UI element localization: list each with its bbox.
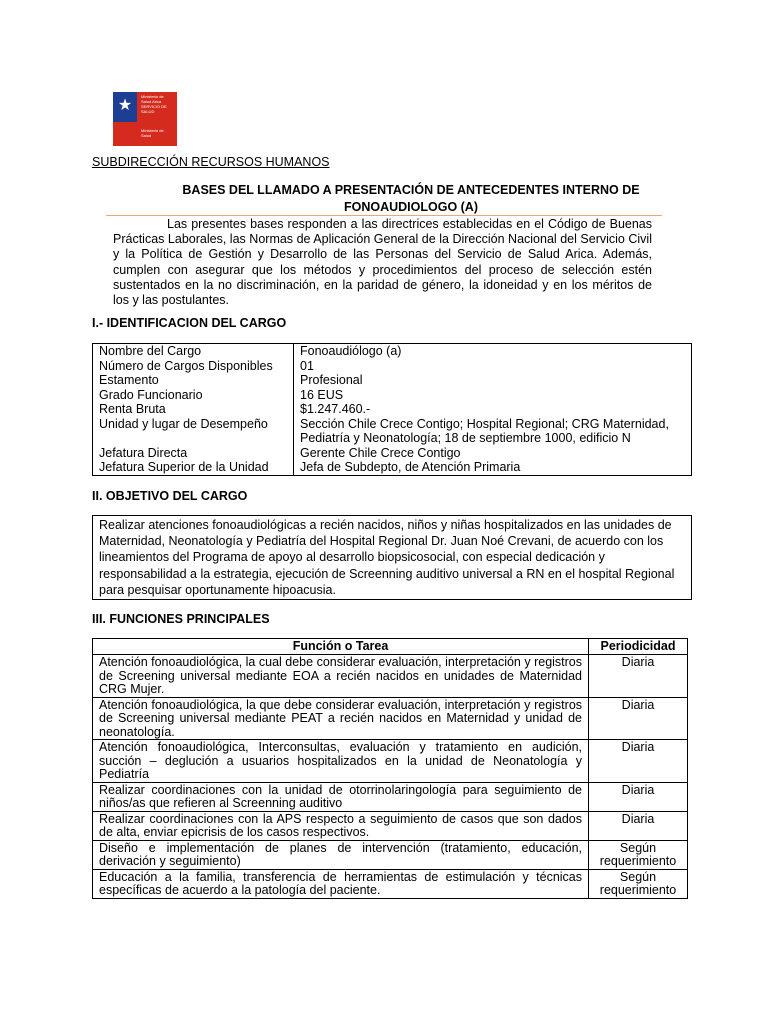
- table-row: [93, 840, 688, 869]
- field-value: 01: [294, 359, 692, 374]
- logo-text-line: Salud Arica: [141, 98, 162, 104]
- table-row: [93, 869, 688, 898]
- table-row: [93, 388, 692, 403]
- field-label: Jefatura Superior de la Unidad: [93, 460, 294, 475]
- period-cell: Diaria: [589, 811, 688, 840]
- table-row: [93, 655, 688, 698]
- task-cell: Educación a la familia, transferencia de herramientas de estimulación y técnicas específicas de acuerdo a la patología del paciente.: [93, 869, 589, 898]
- field-label: Número de Cargos Disponibles: [93, 359, 294, 374]
- logo-text-line: Salud: [141, 132, 152, 138]
- objetivo-box: Realizar atenciones fonoaudiológicas a recién nacidos, niños y niñas hospitalizados en las unidades de Maternidad, Neonatología y Pediatría del Hospital Regional Dr. Juan Noé Crevani, de acuerdo con los lineamientos del Programa de apoyo al desarrollo biopsicosocial, con especial dedicación y responsabilidad a la estrategia, ejecución de Screenning auditivo universal a RN en el hospital Regional para pesquisar oportunamente hipoacusia.: [92, 515, 692, 600]
- table-row: [93, 359, 692, 374]
- task-cell: Atención fonoaudiológica, la que debe considerar evaluación, interpretación y registros de Screening universal mediante PEAT a recién nacidos en Maternidad y unidad de neonatología.: [93, 697, 589, 740]
- task-cell: Realizar coordinaciones con la unidad de otorrinolaringología para seguimiento de niños/as que refieren al Screenning auditivo: [93, 782, 589, 811]
- document-title-line1: BASES DEL LLAMADO A PRESENTACIÓN DE ANTECEDENTES INTERNO DE: [182, 183, 640, 197]
- document-title-line2: FONOAUDIOLOGO (A): [343, 200, 478, 214]
- field-value: $1.247.460.-: [294, 402, 692, 417]
- field-label: Renta Bruta: [93, 402, 294, 417]
- column-header-period: Periodicidad: [589, 639, 688, 655]
- section-funciones-title: III. FUNCIONES PRINCIPALES: [92, 612, 270, 626]
- field-label: Grado Funcionario: [93, 388, 294, 403]
- logo-red-field: [113, 122, 137, 146]
- table-row: [93, 417, 692, 446]
- period-cell: Diaria: [589, 740, 688, 783]
- table-row: [93, 402, 692, 417]
- table-row: [93, 446, 692, 461]
- task-cell: Atención fonoaudiológica, la cual debe considerar evaluación, interpretación y registros de Screening universal mediante EOA a recién nacidos en unidades de Maternidad CRG Mujer.: [93, 655, 589, 698]
- period-cell: Diaria: [589, 782, 688, 811]
- section-identificacion-title: I.- IDENTIFICACION DEL CARGO: [92, 316, 287, 330]
- field-label: Jefatura Directa: [93, 446, 294, 461]
- funciones-table: [92, 638, 688, 899]
- table-row: [93, 740, 688, 783]
- table-row: [93, 811, 688, 840]
- field-label: Estamento: [93, 373, 294, 388]
- field-value: Fonoaudiólogo (a): [294, 344, 692, 359]
- task-cell: Diseño e implementación de planes de intervención (tratamiento, educación, derivación y seguimiento): [93, 840, 589, 869]
- field-value: Gerente Chile Crece Contigo: [294, 446, 692, 461]
- table-row: [93, 460, 692, 475]
- field-label: Unidad y lugar de Desempeño: [93, 417, 294, 446]
- section-objetivo-title: II. OBJETIVO DEL CARGO: [92, 489, 248, 503]
- table-header-row: [93, 639, 688, 655]
- logo-text-line: Ministerio de: [141, 94, 164, 99]
- table-row: [93, 782, 688, 811]
- period-cell: Diaria: [589, 655, 688, 698]
- intro-paragraph: [113, 217, 652, 308]
- ministry-logo: [113, 92, 177, 146]
- period-cell: Diaria: [589, 697, 688, 740]
- table-row: [93, 697, 688, 740]
- logo-text-line: Ministerio de: [141, 128, 164, 133]
- intro-text: Las presentes bases responden a las directrices establecidas en el Código de Buenas Prácticas Laborales, las Normas de Aplicación General de la Dirección Nacional del Servicio Civil y la Política de Gestión y Desarrollo de las Personas del Servicio de Salud Arica. Además, cumplen con asegurar que los métodos y procedimientos del proceso de selección estén sustentados en la no discriminación, en la paridad de género, la idoneidad y en los méritos de los y las postulantes.: [113, 217, 652, 308]
- identificacion-table: [92, 343, 692, 476]
- title-divider: [106, 215, 662, 216]
- logo-text-line: SALUD: [141, 108, 155, 114]
- field-value: Profesional: [294, 373, 692, 388]
- task-cell: Realizar coordinaciones con la APS respecto a seguimiento de casos que son dados de alta, enviar epicrisis de los casos respectivos.: [93, 811, 589, 840]
- field-value: Sección Chile Crece Contigo; Hospital Regional; CRG Maternidad, Pediatría y Neonatología; 18 de septiembre 1000, edificio N: [294, 417, 692, 446]
- period-cell: Según requerimiento: [589, 840, 688, 869]
- field-value: Jefa de Subdepto, de Atención Primaria: [294, 460, 692, 475]
- task-cell: Atención fonoaudiológica, Interconsultas, evaluación y tratamiento en audición, succión – deglución a usuarios hospitalizados en la unidad de Neonatología y Pediatría: [93, 740, 589, 783]
- logo-text-line: SERVICIO DE: [141, 104, 167, 109]
- star-icon: ★: [117, 95, 133, 114]
- period-cell: Según requerimiento: [589, 869, 688, 898]
- table-row: [93, 344, 692, 359]
- field-label: Nombre del Cargo: [93, 344, 294, 359]
- table-row: [93, 373, 692, 388]
- column-header-task: Función o Tarea: [93, 639, 589, 655]
- subdireccion-heading: SUBDIRECCIÓN RECURSOS HUMANOS: [92, 155, 330, 169]
- field-value: 16 EUS: [294, 388, 692, 403]
